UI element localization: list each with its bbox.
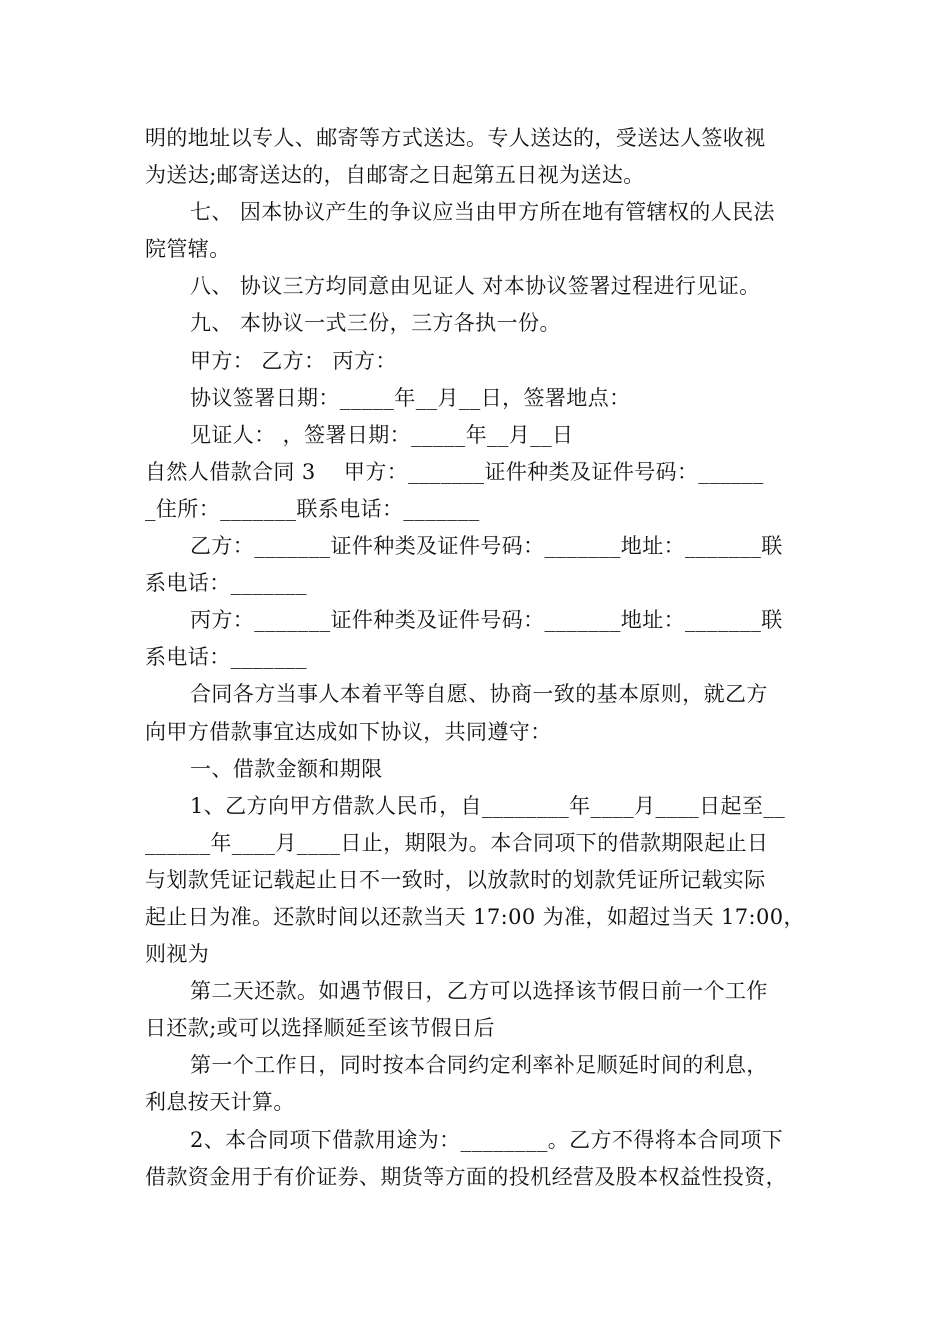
text-line: 1、乙方向甲方借款人民币，自________年____月____日起至__ [190,793,786,818]
text-line: 第一个工作日，同时按本合同约定利率补足顺延时间的利息， [190,1053,768,1078]
text-line: 九、 本协议一式三份，三方各执一份。 [190,311,561,336]
text-line: 系电话：_______ [145,645,307,670]
text-line: 与划款凭证记载起止日不一致时，以放款时的划款凭证所记载实际 [145,867,766,892]
text-line: 一、借款金额和期限 [190,756,383,781]
text-line: 则视为 [145,942,210,967]
text-line: 日还款;或可以选择顺延至该节假日后 [145,1016,495,1041]
text-line: ______年____月____日止，期限为。本合同项下的借款期限起止日 [145,830,769,855]
text-line: 丙方：_______证件种类及证件号码：_______地址：_______联 [190,608,783,633]
text-line: 院管辖。 [145,237,231,262]
text-line: 甲方： 乙方： 丙方： [190,348,397,373]
text-line: 利息按天计算。 [145,1090,295,1115]
text-line: 七、 因本协议产生的争议应当由甲方所在地有管辖权的人民法 [190,200,775,225]
text-line: 协议签署日期：_____年__月__日，签署地点： [190,385,631,410]
text-line: 起止日为准。还款时间以还款当天 17:00 为准，如超过当天 17:00， [145,904,805,929]
text-line: _住所：_______联系电话：_______ [145,496,480,521]
text-line: 为送达;邮寄送达的，自邮寄之日起第五日视为送达。 [145,163,645,188]
text-line: 明的地址以专人、邮寄等方式送达。专人送达的，受送达人签收视 [145,126,766,150]
text-line: 借款资金用于有价证券、期货等方面的投机经营及股本权益性投资， [145,1164,787,1189]
text-line: 乙方：_______证件种类及证件号码：_______地址：_______联 [190,534,783,559]
text-line: 见证人： ，签署日期：_____年__月__日 [190,422,574,447]
text-line: 八、 协议三方均同意由见证人 对本协议签署过程进行见证。 [190,274,761,299]
text-line: 2、本合同项下借款用途为：________。乙方不得将本合同项下 [190,1127,784,1152]
text-line: 第二天还款。如遇节假日，乙方可以选择该节假日前一个工作 [190,979,768,1004]
text-line: 自然人借款合同 3 甲方：_______证件种类及证件号码：______ [145,459,764,484]
text-line: 系电话：_______ [145,571,307,596]
text-line: 合同各方当事人本着平等自愿、协商一致的基本原则，就乙方 [190,682,768,707]
text-line: 向甲方借款事宜达成如下协议，共同遵守： [145,719,552,744]
document-body [145,120,813,1196]
